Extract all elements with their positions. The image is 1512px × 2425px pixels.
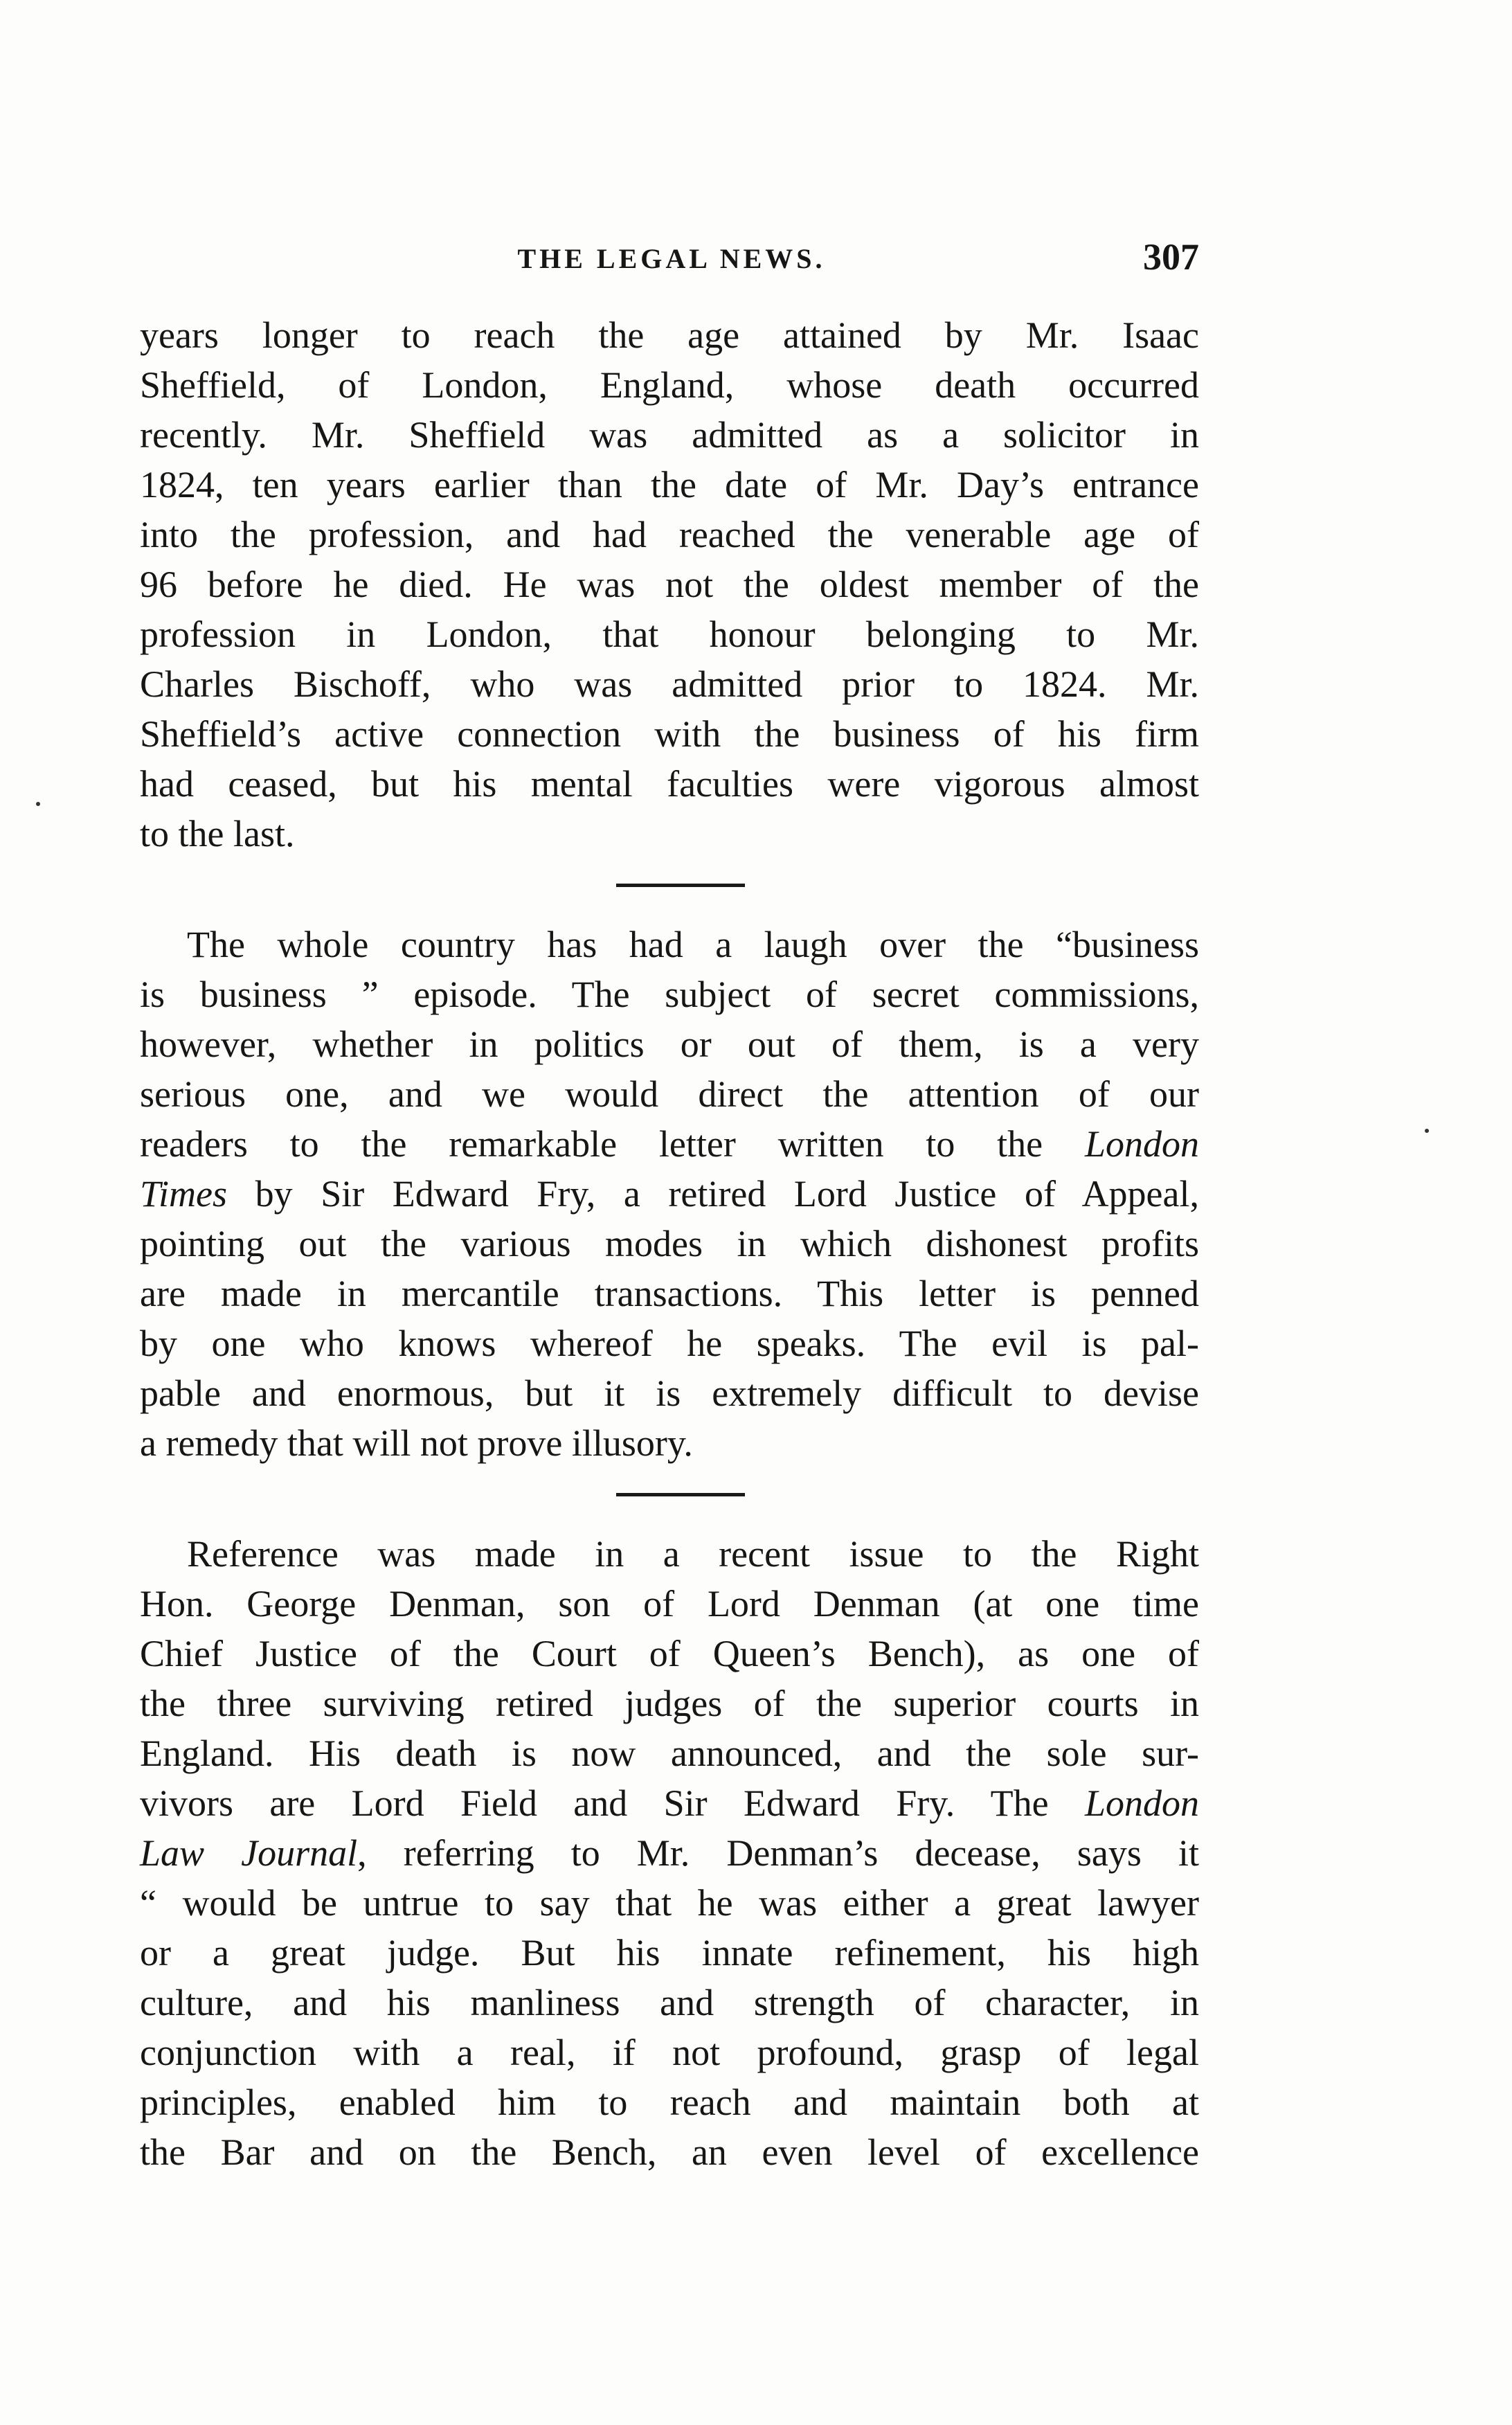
italic-title: London — [1084, 1782, 1199, 1824]
text-line: Reference was made in a recent issue to the Right — [187, 1533, 1199, 1575]
text-line: 1824, ten years earlier than the date of Mr. Day’s entrance — [140, 464, 1199, 505]
text-line: pable and enormous, but it is extremely difficult to devise — [140, 1372, 1199, 1414]
text-line: is business ” episode. The subject of secret commissions, — [140, 974, 1199, 1015]
text-line: pointing out the various modes in which dishonest profits — [140, 1223, 1199, 1264]
text-line: Hon. George Denman, son of Lord Denman (at one time — [140, 1583, 1199, 1625]
text-line: principles, enabled him to reach and maintain both at — [140, 2082, 1199, 2123]
text-line: by one who knows whereof he speaks. The evil is pal- — [140, 1323, 1199, 1364]
text-line: a remedy that will not prove illusory. — [140, 1422, 693, 1464]
text-line: the three surviving retired judges of the superior courts in — [140, 1683, 1199, 1724]
italic-title: London — [1084, 1123, 1199, 1165]
running-title: THE LEGAL NEWS. — [517, 243, 826, 274]
text-line: Times by Sir Edward Fry, a retired Lord Justice of Appeal, — [140, 1173, 1199, 1215]
separator-rule — [616, 1493, 745, 1496]
text-line: are made in mercantile transactions. This letter is penned — [140, 1273, 1199, 1314]
paragraph — [140, 1529, 1199, 2177]
paragraph — [140, 310, 1199, 859]
text-line: Law Journal, referring to Mr. Denman’s decease, says it — [140, 1832, 1199, 1874]
running-head — [138, 235, 1205, 291]
text-line: conjunction with a real, if not profound, grasp of legal — [140, 2032, 1199, 2073]
text-line: Charles Bischoff, who was admitted prior to 1824. Mr. — [140, 663, 1199, 705]
text-line: England. His death is now announced, and the sole sur- — [140, 1733, 1199, 1774]
text-line: however, whether in politics or out of them, is a very — [140, 1023, 1199, 1065]
text-line: into the profession, and had reached the venerable age of — [140, 514, 1199, 555]
text-line: or a great judge. But his innate refinement, his high — [140, 1932, 1199, 1974]
page-speck — [36, 802, 40, 806]
page-speck — [1425, 1129, 1429, 1133]
text-line: years longer to reach the age attained by Mr. Isaac — [140, 314, 1199, 356]
text-line: had ceased, but his mental faculties were vigorous almost — [140, 763, 1199, 805]
text-line: recently. Mr. Sheffield was admitted as a solicitor in — [140, 414, 1199, 456]
italic-title: Times — [140, 1173, 228, 1215]
text-line: 96 before he died. He was not the oldest member of the — [140, 564, 1199, 605]
text-line: culture, and his manliness and strength of character, in — [140, 1982, 1199, 2023]
text-line: Sheffield’s active connection with the business of his firm — [140, 713, 1199, 755]
text-line: Sheffield, of London, England, whose death occurred — [140, 364, 1199, 406]
text-line: readers to the remarkable letter written to the London — [140, 1123, 1199, 1165]
separator-rule — [616, 884, 745, 887]
section-separator — [140, 859, 1199, 920]
text-line: the Bar and on the Bench, an even level of excellence — [140, 2131, 1199, 2173]
text-line: vivors are Lord Field and Sir Edward Fry. The London — [140, 1782, 1199, 1824]
page-number: 307 — [1143, 236, 1199, 278]
text-line: Chief Justice of the Court of Queen’s Bench), as one of — [140, 1633, 1199, 1674]
italic-title: Law Journal — [140, 1832, 358, 1874]
text-line: serious one, and we would direct the attention of our — [140, 1073, 1199, 1115]
body-text — [140, 310, 1199, 2177]
paragraph — [140, 920, 1199, 1468]
text-line: “ would be untrue to say that he was either a great lawyer — [140, 1882, 1199, 1924]
text-line: profession in London, that honour belonging to Mr. — [140, 614, 1199, 655]
text-line: to the last. — [140, 813, 295, 854]
text-line: The whole country has had a laugh over the “business — [187, 924, 1199, 965]
section-separator — [140, 1468, 1199, 1529]
